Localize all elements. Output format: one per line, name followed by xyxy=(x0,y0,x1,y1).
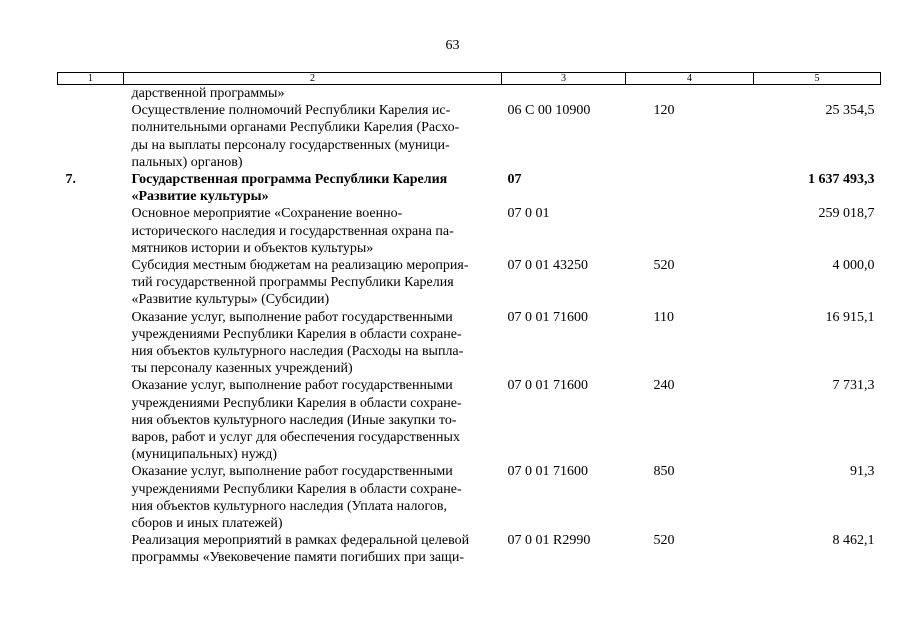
row-name-line: «Развитие культуры» xyxy=(131,189,269,205)
row-name xyxy=(124,257,502,309)
row-number xyxy=(58,532,124,566)
row-number: 7. xyxy=(65,172,76,188)
table-row xyxy=(58,171,881,205)
row-code: 07 xyxy=(507,172,522,188)
row-amount: 25 354,5 xyxy=(825,103,875,119)
column-header-4: 4 xyxy=(626,73,754,85)
row-expense-type: 850 xyxy=(653,464,675,480)
row-name-line: полнительными органами Республики Карелия (Расхо- xyxy=(131,120,460,136)
row-name-line: мятников истории и объектов культуры» xyxy=(131,240,374,256)
table-row xyxy=(58,257,881,309)
row-amount: 7 731,3 xyxy=(832,378,875,394)
column-header-3: 3 xyxy=(502,73,626,85)
row-expense-type: 520 xyxy=(653,533,675,549)
table-row xyxy=(58,205,881,257)
table-header xyxy=(58,73,881,85)
table-row xyxy=(58,102,881,171)
row-expense-type xyxy=(626,171,754,205)
row-name xyxy=(124,102,502,171)
row-name-line: Осуществление полномочий Республики Карелия ис- xyxy=(131,103,451,119)
row-name xyxy=(124,532,502,566)
row-expense-type: 520 xyxy=(653,258,675,274)
row-name-line: исторического наследия и государственная охрана па- xyxy=(131,223,454,239)
row-number xyxy=(58,377,124,463)
row-code xyxy=(502,85,626,103)
row-name-line: ния объектов культурного наследия (Расходы на выпла- xyxy=(131,344,464,360)
row-name-line: Оказание услуг, выполнение работ государственными xyxy=(131,378,453,394)
row-number xyxy=(58,85,124,103)
column-header-2: 2 xyxy=(124,73,502,85)
table-row xyxy=(58,463,881,532)
row-number xyxy=(58,463,124,532)
row-name-line: Оказание услуг, выполнение работ государственными xyxy=(131,464,453,480)
row-expense-type xyxy=(626,85,754,103)
row-number xyxy=(58,257,124,309)
table-row xyxy=(58,85,881,103)
row-amount: 1 637 493,3 xyxy=(808,172,875,188)
budget-table xyxy=(57,72,881,567)
row-number xyxy=(58,205,124,257)
column-header-5: 5 xyxy=(754,73,881,85)
row-name-line: дарственной программы» xyxy=(131,86,285,101)
row-code: 07 0 01 71600 xyxy=(507,464,588,480)
column-header-1: 1 xyxy=(58,73,124,85)
row-code: 07 0 01 71600 xyxy=(507,378,588,394)
row-number xyxy=(58,102,124,171)
row-code: 07 0 01 71600 xyxy=(507,309,588,325)
table-row xyxy=(58,532,881,566)
row-name xyxy=(124,205,502,257)
row-name-line: ды на выплаты персоналу государственных (муници- xyxy=(131,137,450,153)
table-body xyxy=(58,85,881,567)
row-name-line: учреждениями Республики Карелия в области сохране- xyxy=(131,481,462,497)
row-number xyxy=(58,309,124,378)
row-name-line: Оказание услуг, выполнение работ государственными xyxy=(131,309,453,325)
row-name xyxy=(124,85,502,103)
row-name xyxy=(124,463,502,532)
row-name-line: (муниципальных) нужд) xyxy=(131,447,278,463)
row-name-line: тий государственной программы Республики Карелия xyxy=(131,275,454,291)
row-amount: 8 462,1 xyxy=(832,533,875,549)
row-amount xyxy=(754,85,881,103)
row-amount: 4 000,0 xyxy=(832,258,875,274)
row-code: 07 0 01 R2990 xyxy=(507,533,591,549)
row-expense-type: 120 xyxy=(653,103,675,119)
row-name xyxy=(124,171,502,205)
row-name-line: Субсидия местным бюджетам на реализацию мероприя- xyxy=(131,258,469,274)
column-number-row xyxy=(58,73,881,85)
row-name-line: Основное мероприятие «Сохранение военно- xyxy=(131,206,403,222)
row-name-line: пальных) органов) xyxy=(131,154,243,170)
row-name-line: программы «Увековечение памяти погибших при защи- xyxy=(131,550,464,566)
row-name-line: ния объектов культурного наследия (Иные закупки то- xyxy=(131,412,457,428)
row-amount: 16 915,1 xyxy=(825,309,875,325)
row-name xyxy=(124,309,502,378)
row-expense-type: 110 xyxy=(653,309,674,325)
row-code: 06 С 00 10900 xyxy=(507,103,591,119)
table-row xyxy=(58,309,881,378)
row-name-line: Реализация мероприятий в рамках федеральной целевой xyxy=(131,533,470,549)
table-row xyxy=(58,377,881,463)
row-name-line: учреждениями Республики Карелия в области сохране- xyxy=(131,395,462,411)
row-code: 07 0 01 xyxy=(507,206,550,222)
row-name-line: ния объектов культурного наследия (Уплата налогов, xyxy=(131,498,447,514)
row-expense-type: 240 xyxy=(653,378,675,394)
row-name-line: Государственная программа Республики Карелия xyxy=(131,172,448,188)
row-code: 07 0 01 43250 xyxy=(507,258,588,274)
row-name-line: сборов и иных платежей) xyxy=(131,516,283,532)
row-name xyxy=(124,377,502,463)
row-amount: 91,3 xyxy=(850,464,875,480)
row-expense-type xyxy=(626,205,754,257)
row-name-line: ты персоналу казенных учреждений) xyxy=(131,361,353,377)
row-name-line: варов, работ и услуг для обеспечения государственных xyxy=(131,430,460,446)
row-amount: 259 018,7 xyxy=(818,206,875,222)
page-number: 63 xyxy=(445,38,460,53)
row-name-line: «Развитие культуры» (Субсидии) xyxy=(131,292,330,308)
row-name-line: учреждениями Республики Карелия в области сохране- xyxy=(131,326,462,342)
